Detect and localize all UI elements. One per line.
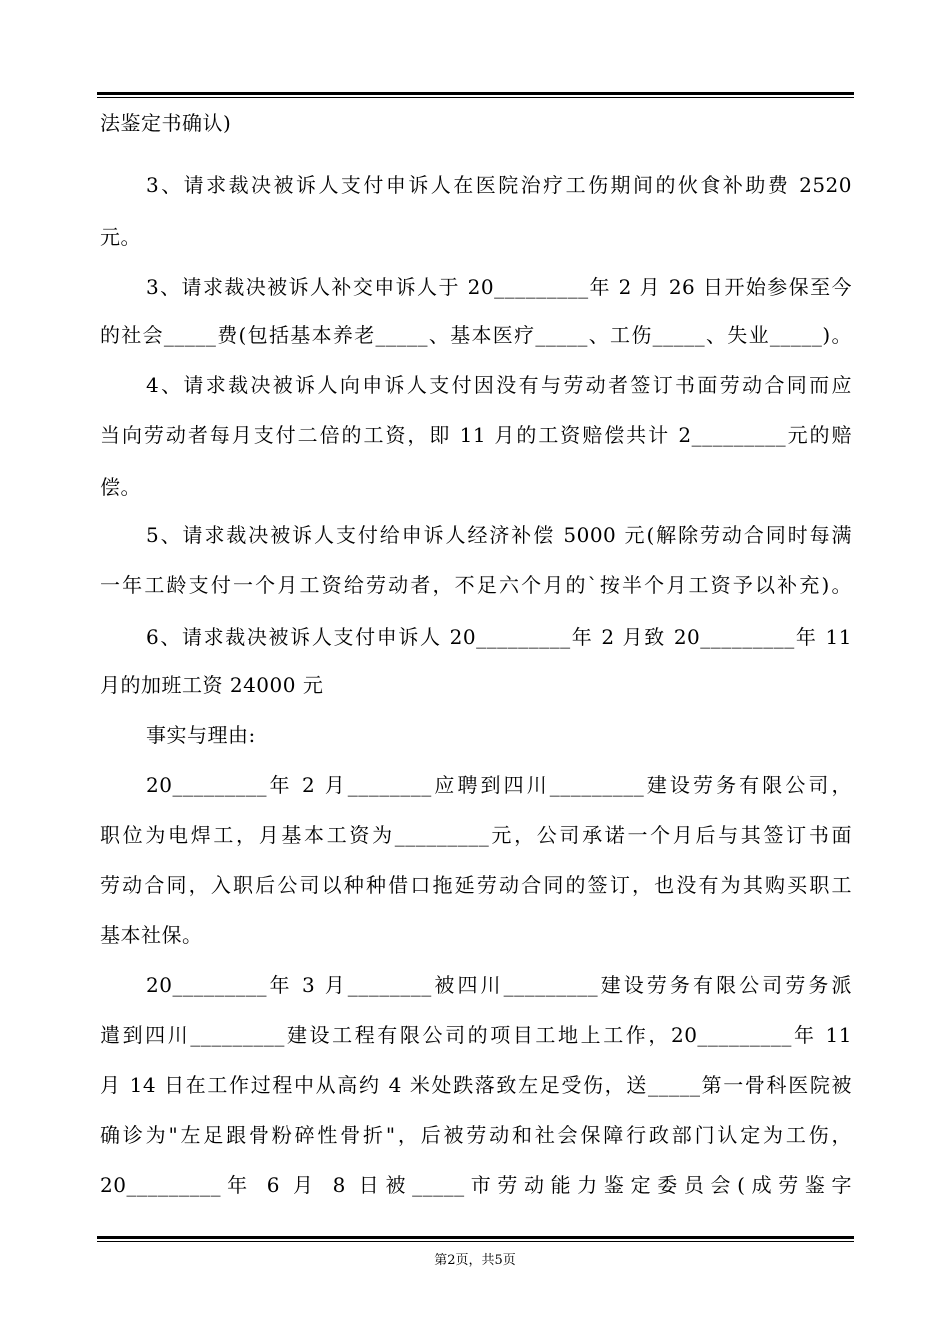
text-line: 偿。 [100, 475, 141, 499]
text-line: 当向劳动者每月支付二倍的工资，即 11 月的工资赔偿共计 2_________元的赔 [100, 423, 852, 447]
text-line: 的社会_____费(包括基本养老_____、基本医疗_____、工伤_____、失业_____)。 [100, 323, 852, 347]
text-line: 劳动合同，入职后公司以种种借口拖延劳动合同的签订，也没有为其购买职工 [100, 873, 852, 897]
text-line: 3、请求裁决被诉人补交申诉人于 20_________年 2 月 26 日开始参保至今 [146, 275, 852, 299]
text-line: 确诊为"左足跟骨粉碎性骨折"，后被劳动和社会保障行政部门认定为工伤， [100, 1123, 852, 1147]
text-line: 5、请求裁决被诉人支付给申诉人经济补偿 5000 元(解除劳动合同时每满 [146, 523, 852, 547]
text-line: 基本社保。 [100, 923, 203, 947]
text-line: 20_________年 3 月________被四川_________建设劳务有限公司劳务派 [146, 973, 852, 997]
page-number: 第2页，共5页 [434, 1253, 516, 1268]
text-line: 职位为电焊工，月基本工资为_________元，公司承诺一个月后与其签订书面 [100, 823, 852, 847]
footer-rule [97, 1236, 854, 1242]
text-line: 月的加班工资 24000 元 [100, 673, 324, 697]
text-line: 6、请求裁决被诉人支付申诉人 20_________年 2 月致 20_________年 11 [146, 625, 852, 649]
text-line: 3、请求裁决被诉人支付申诉人在医院治疗工伤期间的伙食补助费 2520 [146, 173, 852, 197]
text-line: 一年工龄支付一个月工资给劳动者，不足六个月的`按半个月工资予以补充)。 [100, 573, 852, 597]
text-line: 4、请求裁决被诉人向申诉人支付因没有与劳动者签订书面劳动合同而应 [146, 373, 852, 397]
text-line: 20_________年 2 月________应聘到四川_________建设劳务有限公司， [146, 773, 852, 797]
text-line: 20_________年 6 月 8 日被_____市劳动能力鉴定委员会(成劳鉴字 [100, 1173, 852, 1197]
text-line: 月 14 日在工作过程中从高约 4 米处跌落致左足受伤，送_____第一骨科医院被 [100, 1073, 852, 1097]
text-line: 法鉴定书确认) [100, 111, 232, 135]
text-line: 元。 [100, 225, 141, 249]
section-heading: 事实与理由: [146, 723, 256, 747]
header-rule [97, 92, 854, 98]
text-line: 遣到四川_________建设工程有限公司的项目工地上工作，20_________年 11 [100, 1023, 852, 1047]
